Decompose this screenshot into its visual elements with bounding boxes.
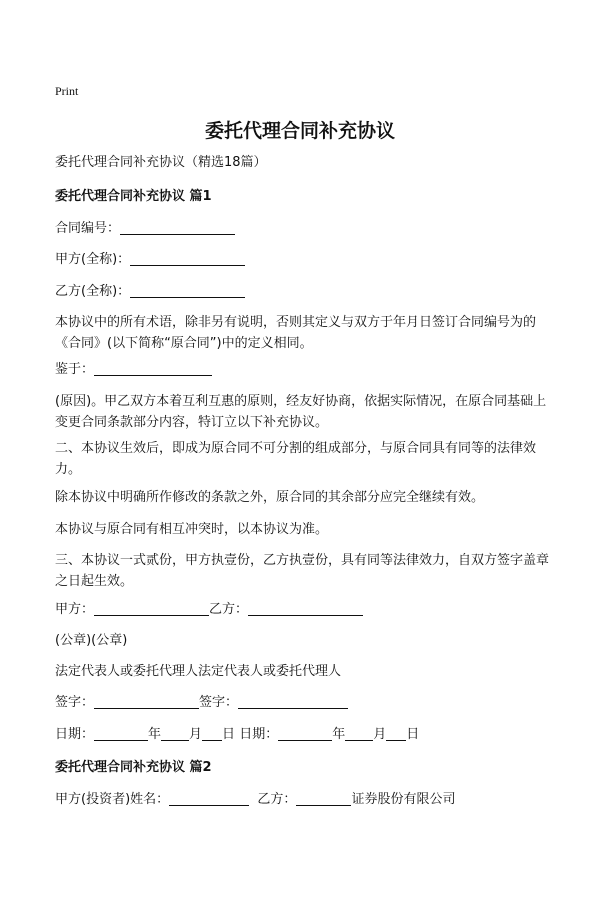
investor-label: 甲方(投资者)姓名： [55,792,170,807]
party-b2-blank [296,791,351,806]
day-blank-2 [386,726,406,741]
month-blank-1 [161,726,189,741]
date-label-1: 日期： [55,727,95,742]
sign-b-label: 乙方： [209,602,249,617]
section1-heading: 委托代理合同补充协议 篇1 [55,189,212,204]
party-a-blank [130,251,245,266]
year-label-2: 年 [332,727,346,742]
investor-line [55,789,555,810]
signature-label-1: 签字： [55,695,95,710]
document-title: 委托代理合同补充协议 [204,120,395,142]
signature-blank-1 [94,694,199,709]
date-label-2: 日期： [239,727,279,742]
signature-blank-2 [238,694,348,709]
conflict-paragraph: 本协议与原合同有相互冲突时，以本协议为准。 [55,522,329,537]
except-paragraph: 除本协议中明确所作修改的条款之外，原合同的其余部分应完全继续有效。 [55,490,485,505]
contract-number-line [55,218,555,239]
day-label-1: 日 [222,727,236,742]
section2-heading: 委托代理合同补充协议 篇2 [55,760,212,775]
company-label: 证券股份有限公司 [351,792,456,807]
whereas-label: 鉴于： [55,362,95,377]
date-line [55,724,555,745]
clause-three-paragraph: 三、本协议一式贰份，甲方执壹份，乙方执壹份，具有同等法律效力，自双方签字盖章之日起生效。 [55,553,550,589]
terms-paragraph: 本协议中的所有术语，除非另有说明，否则其定义与双方于年月日签订合同编号为的《合同》(以下简称“原合同”)中的定义相同。 [55,315,537,351]
sign-party-line [55,599,555,620]
party-b-line [55,281,555,302]
subtitle: 委托代理合同补充协议（精选18篇） [55,155,267,170]
contract-number-label: 合同编号： [55,221,121,236]
sign-a-label: 甲方： [55,602,95,617]
day-label-2: 日 [406,727,420,742]
year-blank-2 [278,726,332,741]
month-label-2: 月 [373,727,387,742]
party-b2-label: 乙方： [257,792,297,807]
whereas-line [55,359,555,380]
investor-blank [169,791,249,806]
whereas-blank [94,361,212,376]
sign-b-blank [248,601,363,616]
clause-two-paragraph: 二、本协议生效后，即成为原合同不可分割的组成部分，与原合同具有同等的法律效力。 [55,441,537,477]
year-blank-1 [94,726,148,741]
party-b-label: 乙方(全称)： [55,284,131,299]
month-blank-2 [345,726,373,741]
representative-line: 法定代表人或委托代理人法定代表人或委托代理人 [55,664,342,679]
month-label-1: 月 [189,727,203,742]
reason-paragraph: (原因)。甲乙双方本着互利互惠的原则，经友好协商，依据实际情况，在原合同基础上变更合同条款部分内容，特订立以下补充协议。 [55,394,547,430]
print-label[interactable]: Print [55,84,79,98]
seal-line: (公章)(公章) [55,633,128,648]
contract-number-blank [120,220,235,235]
signature-label-2: 签字： [199,695,239,710]
year-label-1: 年 [148,727,162,742]
party-a-label: 甲方(全称)： [55,252,131,267]
signature-line [55,692,555,713]
sign-a-blank [94,601,209,616]
party-a-line [55,249,555,270]
day-blank-1 [202,726,222,741]
party-b-blank [130,283,245,298]
